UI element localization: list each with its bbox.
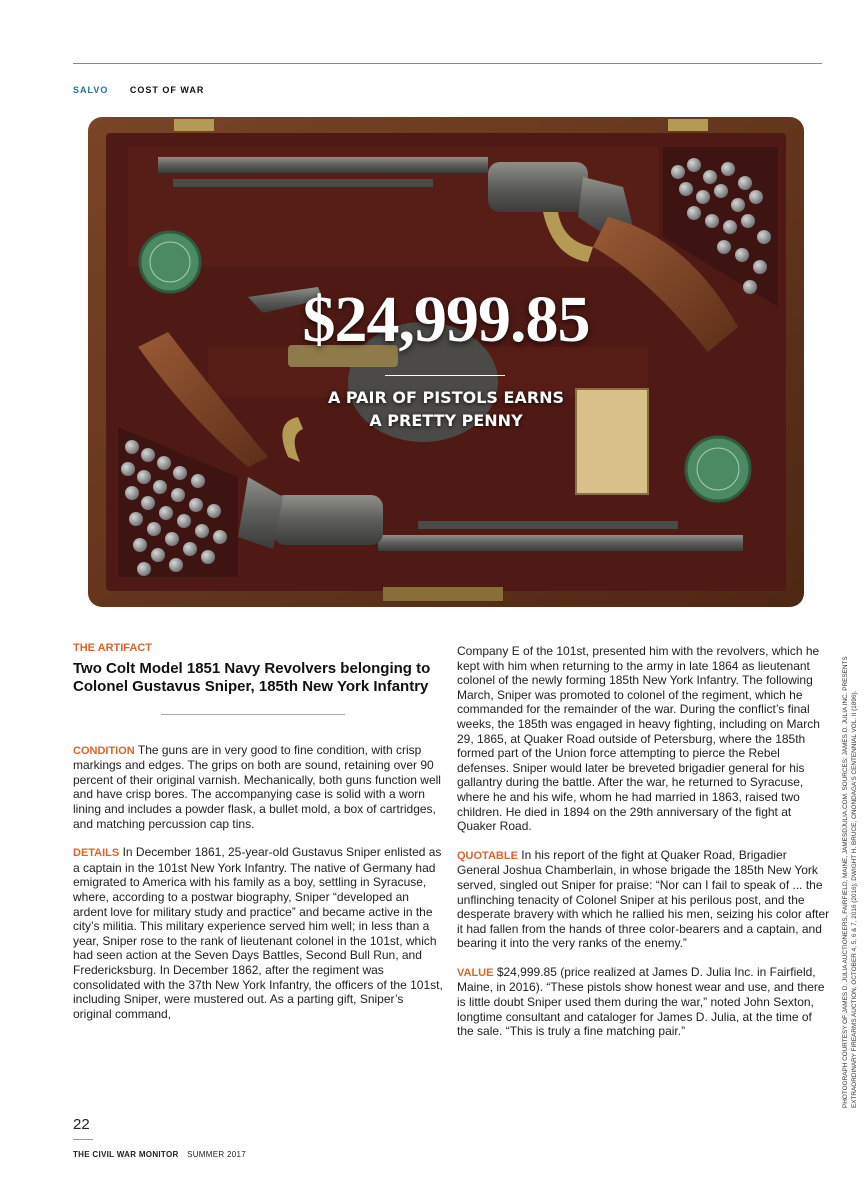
page-number: 22 (73, 1116, 90, 1133)
artifact-title: Two Colt Model 1851 Navy Revolvers belonging to Colonel Gustavus Sniper, 185th New York Infantry (73, 659, 431, 695)
details-paragraph (73, 845, 443, 1021)
magazine-name: THE CIVIL WAR MONITOR (73, 1150, 179, 1159)
value-paragraph (457, 965, 830, 1039)
quotable-label: QUOTABLE (457, 849, 518, 862)
quotable-paragraph (457, 848, 830, 951)
photo-credit-line-2: EXTRAORDINARY FIREARMS AUCTION, OCTOBER 4, 5, 6 & 7, 2016 (2016); DWIGHT H. BRUCE, ONONDAGA'S CENTENNIAL VOL. II (1896). (850, 690, 858, 1108)
folio-rule (73, 1139, 93, 1140)
condition-label: CONDITION (73, 744, 135, 757)
value-text: $24,999.85 (price realized at James D. Julia Inc. in Fairfield, Maine, in 2016). “These pistols show honest wear and use, and there is little doubt Sniper used them during the war,” noted John Sexton, longtime consultant and cataloger for James D. Julia, at the time of the sale. “This is truly a fine matching pair.” (457, 964, 825, 1039)
article-left-column (73, 641, 443, 1035)
issue-date: SUMMER 2017 (187, 1150, 246, 1159)
title-divider (161, 714, 345, 715)
condition-paragraph (73, 743, 443, 832)
hero-headline (88, 386, 804, 432)
hero-rule (385, 375, 505, 376)
pistol-case-photo (88, 117, 804, 607)
quotable-text: In his report of the fight at Quaker Road, Brigadier General Joshua Chamberlain, in whose brigade the 185th New York served, singled out Sniper for praise: “Nor can I fail to speak of ... the unflinching tenacity of Colonel Sniper at his perilous post, and the desperate bravery with which he rallied his men, seizing his color after it had fallen from the hands of three color-bearers and a captain, and bearing it into the very ranks of the enemy.” (457, 847, 830, 951)
footer (73, 1150, 246, 1159)
hero-price: $24,999.85 (302, 283, 590, 356)
continued-paragraph: Company E of the 101st, presented him with the revolvers, which he kept with him when returning to the army in late 1864 as lieutenant colonel of the newly forming 185th New York Infantry. The following March, Sniper was promoted to colonel of the regiment, which he commanded for the remainder of the war. During the conflict’s final weeks, the 185th was engaged in heavy fighting, including on March 29, 1865, at Quaker Road outside of Petersburg, where the 185th formed part of the Union force attempting to pierce the Rebel defenses. Sniper would later be breveted brigadier general for his gallantry during the battle. After the war, he returned to Syracuse, where he and his wife, whom he had married in 1863, raised two children. He died in 1894 on the 29th anniversary of the fight at Quaker Road. (457, 644, 820, 834)
headline-line-2: A PRETTY PENNY (369, 411, 523, 430)
photo-credit-line-1: PHOTOGRAPH COURTESY OF JAMES D. JULIA AUCTIONEERS, FAIRFIELD, MAINE, JAMESDJULIA.COM. SOURCES: JAMES D. JULIA INC. PRESENTS (842, 656, 849, 1108)
hinge-right (668, 119, 708, 131)
hinge-left (174, 119, 214, 131)
kicker (73, 85, 204, 95)
case-lock (383, 587, 503, 601)
headline-line-1: A PAIR OF PISTOLS EARNS (327, 388, 565, 407)
topic-name: COST OF WAR (129, 85, 205, 95)
artifact-label: THE ARTIFACT (73, 642, 153, 654)
details-label: DETAILS (73, 847, 120, 860)
photo-credit (842, 596, 858, 1108)
section-name: SALVO (73, 85, 109, 95)
cap-tin-right (686, 437, 750, 501)
value-label: VALUE (457, 966, 494, 979)
top-rule (73, 63, 822, 64)
article-right-column (457, 644, 830, 1053)
pistol-case-illustration (88, 117, 804, 607)
details-text: In December 1861, 25-year-old Gustavus Sniper enlisted as a captain in the 101st New York Infantry. The native of Germany had emigrated to America with his family as a boy, settling in Syracuse, where, according to a postwar biography, Sniper “developed an ardent love for military study and practice” and became active in the city’s militia. This military experience served him well; in less than a year, Sniper rose to the rank of lieutenant colonel in the 101st, which had seen action at the Seven Days Battles, Second Bull Run, and Fredericksburg. In December 1862, after the regiment was consolidated with the 37th New York Infantry, the officers of the 101st, including Sniper, were mustered out. As a parting gift, Sniper’s original command, (73, 845, 443, 1021)
condition-text: The guns are in very good to fine condition, with crisp markings and edges. The grips on both are sound, retaining over 90 percent of their original varnish. Mechanically, both guns function well and have crisp bores. The accompanying case is solid with a worn lining and includes a powder flask, a bullet mold, a box of cartridges, and matching percussion cap tins. (73, 742, 441, 831)
